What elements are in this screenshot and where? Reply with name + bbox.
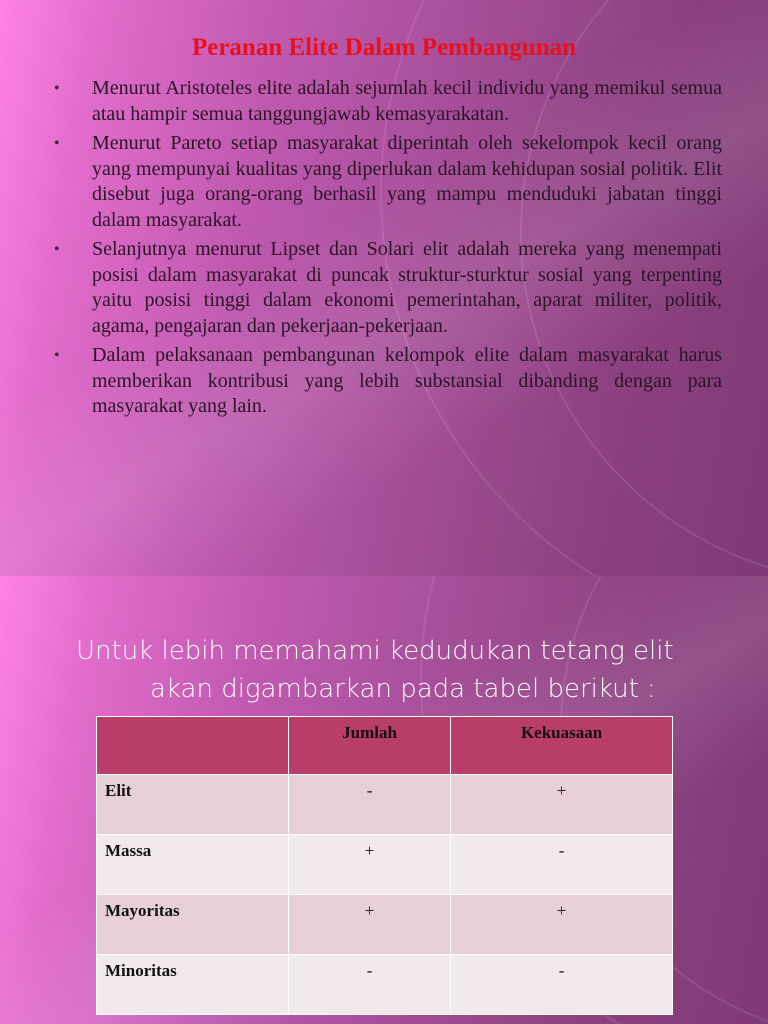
bullet-text: Selanjutnya menurut Lipset dan Solari elit adalah mereka yang menempati posisi dalam masyarakat di puncak struktur-sturktur sosial yang terpenting yaitu posisi tinggi dalam ekonomi pemerintahan, aparat militer, politik, agama, pengajaran dan pekerjaan-pekerjaan. xyxy=(92,238,722,337)
row-label: Minoritas xyxy=(97,955,289,1015)
cell-jumlah: - xyxy=(289,955,451,1015)
bullet-dot: • xyxy=(54,241,60,258)
subtitle-line-1: Untuk lebih memahami kedudukan tetang elit xyxy=(76,636,674,666)
cell-kekuasaan: + xyxy=(451,895,673,955)
cell-kekuasaan: - xyxy=(451,955,673,1015)
cell-jumlah: + xyxy=(289,895,451,955)
cell-kekuasaan: + xyxy=(451,775,673,835)
bullet-item xyxy=(54,343,722,420)
slide-2 xyxy=(0,576,768,1024)
subtitle-line-2: akan digambarkan pada tabel berikut : xyxy=(150,674,656,704)
cell-jumlah: + xyxy=(289,835,451,895)
table-row xyxy=(97,895,673,955)
table-row xyxy=(97,775,673,835)
bullet-item xyxy=(54,76,722,127)
elite-table xyxy=(96,716,673,1015)
bullet-text: Menurut Pareto setiap masyarakat diperintah oleh sekelompok kecil orang yang mempunyai kualitas yang diperlukan dalam kehidupan sosial politik. Elit disebut juga orang-orang berhasil yang mampu menduduki jabatan tinggi dalam masyarakat. xyxy=(92,132,722,231)
table-header-cell: Jumlah xyxy=(289,717,451,775)
row-label: Elit xyxy=(97,775,289,835)
slide-subtitle xyxy=(76,632,736,708)
cell-jumlah: - xyxy=(289,775,451,835)
row-label: Massa xyxy=(97,835,289,895)
table-header-row xyxy=(97,717,673,775)
row-label: Mayoritas xyxy=(97,895,289,955)
bullet-text: Dalam pelaksanaan pembangunan kelompok elite dalam masyarakat harus memberikan kontribusi yang lebih substansial dibanding dengan para masyarakat yang lain. xyxy=(92,344,722,417)
bullet-text: Menurut Aristoteles elite adalah sejumlah kecil individu yang memikul semua atau hampir semua tanggungjawab kemasyarakatan. xyxy=(92,77,722,125)
table-header-cell xyxy=(97,717,289,775)
bullet-item xyxy=(54,237,722,339)
bullet-dot: • xyxy=(54,80,60,97)
bullet-dot: • xyxy=(54,135,60,152)
table-row xyxy=(97,955,673,1015)
table-row xyxy=(97,835,673,895)
cell-kekuasaan: - xyxy=(451,835,673,895)
table-header-cell: Kekuasaan xyxy=(451,717,673,775)
bullet-list xyxy=(54,76,722,424)
slide-title: Peranan Elite Dalam Pembangunan xyxy=(191,34,577,61)
bullet-item xyxy=(54,131,722,233)
bullet-dot: • xyxy=(54,347,60,364)
